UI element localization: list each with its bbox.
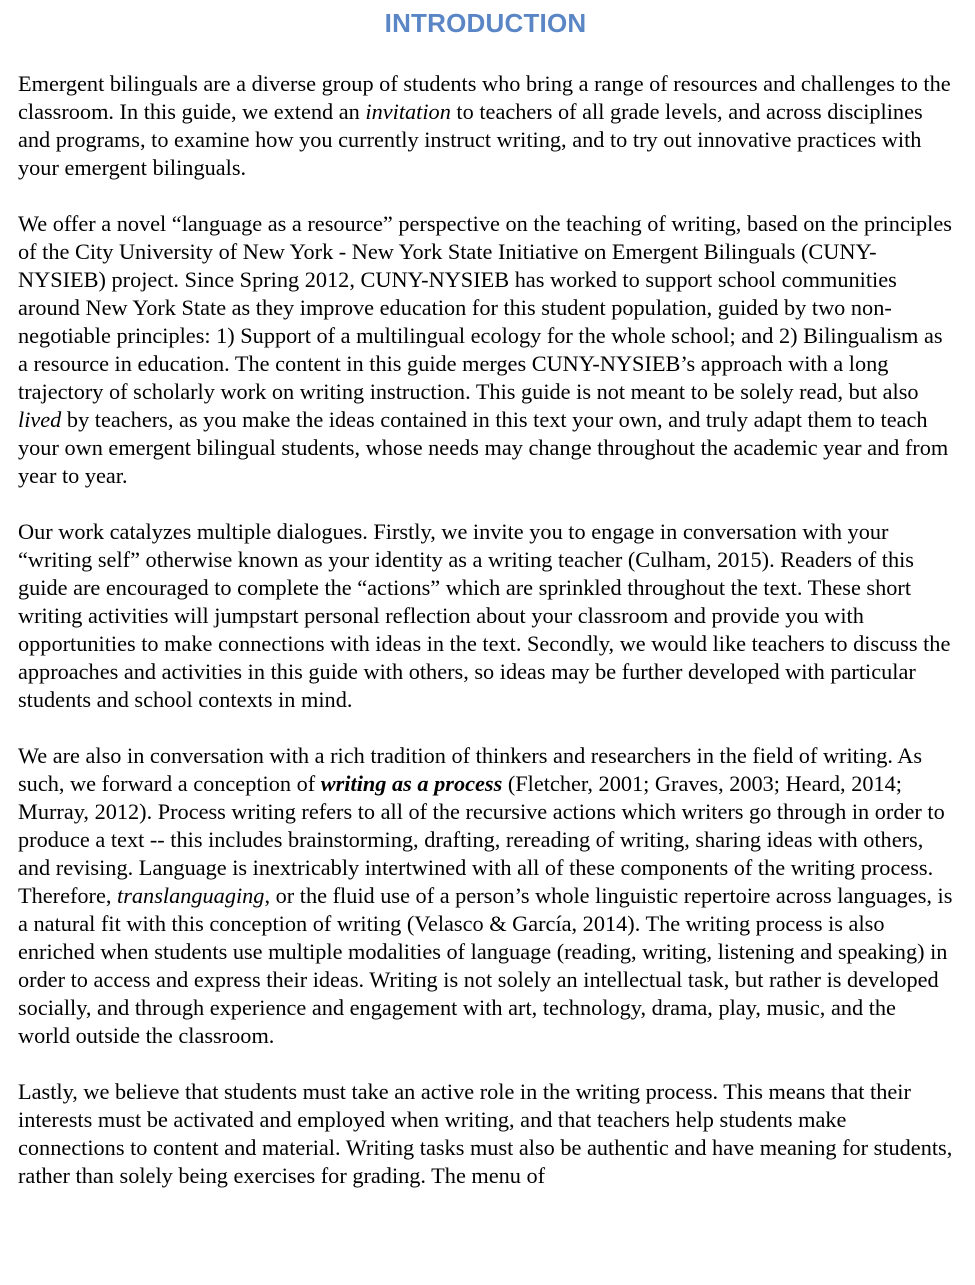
paragraph-1: Emergent bilinguals are a diverse group of students who bring a range of resources and challenges to the classroom. In this guide, we extend an invitation to teachers of all grade levels, and across disciplines and programs, to examine how you currently instruct writing, and to try out innovative practices with your emergent bilinguals.: [18, 71, 951, 180]
emphasis-translanguaging: translanguaging: [117, 883, 265, 908]
emphasis-invitation: invitation: [365, 99, 451, 124]
document-body: [18, 70, 953, 1190]
paragraph-5: Lastly, we believe that students must take an active role in the writing process. This means that their interests must be activated and employed when writing, and that teachers help students make connections to content and material. Writing tasks must also be authentic and have meaning for students, rather than solely being exercises for grading. The menu of: [18, 1079, 953, 1188]
paragraph-4: We are also in conversation with a rich tradition of thinkers and researchers in the field of writing. As such, we forward a conception of writing as a process (Fletcher, 2001; Graves, 2003; Heard, 2014; Murray, 2012). Process writing refers to all of the recursive actions which writers go through in order to produce a text -- this includes brainstorming, drafting, rereading of writing, sharing ideas with others, and revising. Language is inextricably intertwined with all of these components of the writing process. Therefore, translanguaging, or the fluid use of a person’s whole linguistic repertoire across languages, is a natural fit with this conception of writing (Velasco & García, 2014). The writing process is also enriched when students use multiple modalities of language (reading, writing, listening and speaking) in order to access and express their ideas. Writing is not solely an intellectual task, but rather is developed socially, and through experience and engagement with art, technology, drama, play, music, and the world outside the classroom.: [18, 743, 953, 1048]
emphasis-writing-as-a-process: writing as a process: [320, 771, 503, 796]
paragraph-3: Our work catalyzes multiple dialogues. Firstly, we invite you to engage in conversation with your “writing self” otherwise known as your identity as a writing teacher (Culham, 2015). Readers of this guide are encouraged to complete the “actions” which are sprinkled throughout the text. These short writing activities will jumpstart personal reflection about your classroom and provide you with opportunities to make connections with ideas in the text. Secondly, we would like teachers to discuss the approaches and activities in this guide with others, so ideas may be further developed with particular students and school contexts in mind.: [18, 519, 951, 712]
paragraph-2: We offer a novel “language as a resource” perspective on the teaching of writing, based on the principles of the City University of New York - New York State Initiative on Emergent Bilinguals (CUNY-NYSIEB) project. Since Spring 2012, CUNY-NYSIEB has worked to support school communities around New York State as they improve education for this student population, guided by two non-negotiable principles: 1) Support of a multilingual ecology for the whole school; and 2) Bilingualism as a resource in education. The content in this guide merges CUNY-NYSIEB’s approach with a long trajectory of scholarly work on writing instruction. This guide is not meant to be solely read, but also lived by teachers, as you make the ideas contained in this text your own, and truly adapt them to teach your own emergent bilingual students, whose needs may change throughout the academic year and from year to year.: [18, 211, 952, 488]
emphasis-lived: lived: [18, 407, 62, 432]
page-title: INTRODUCTION: [384, 8, 587, 38]
